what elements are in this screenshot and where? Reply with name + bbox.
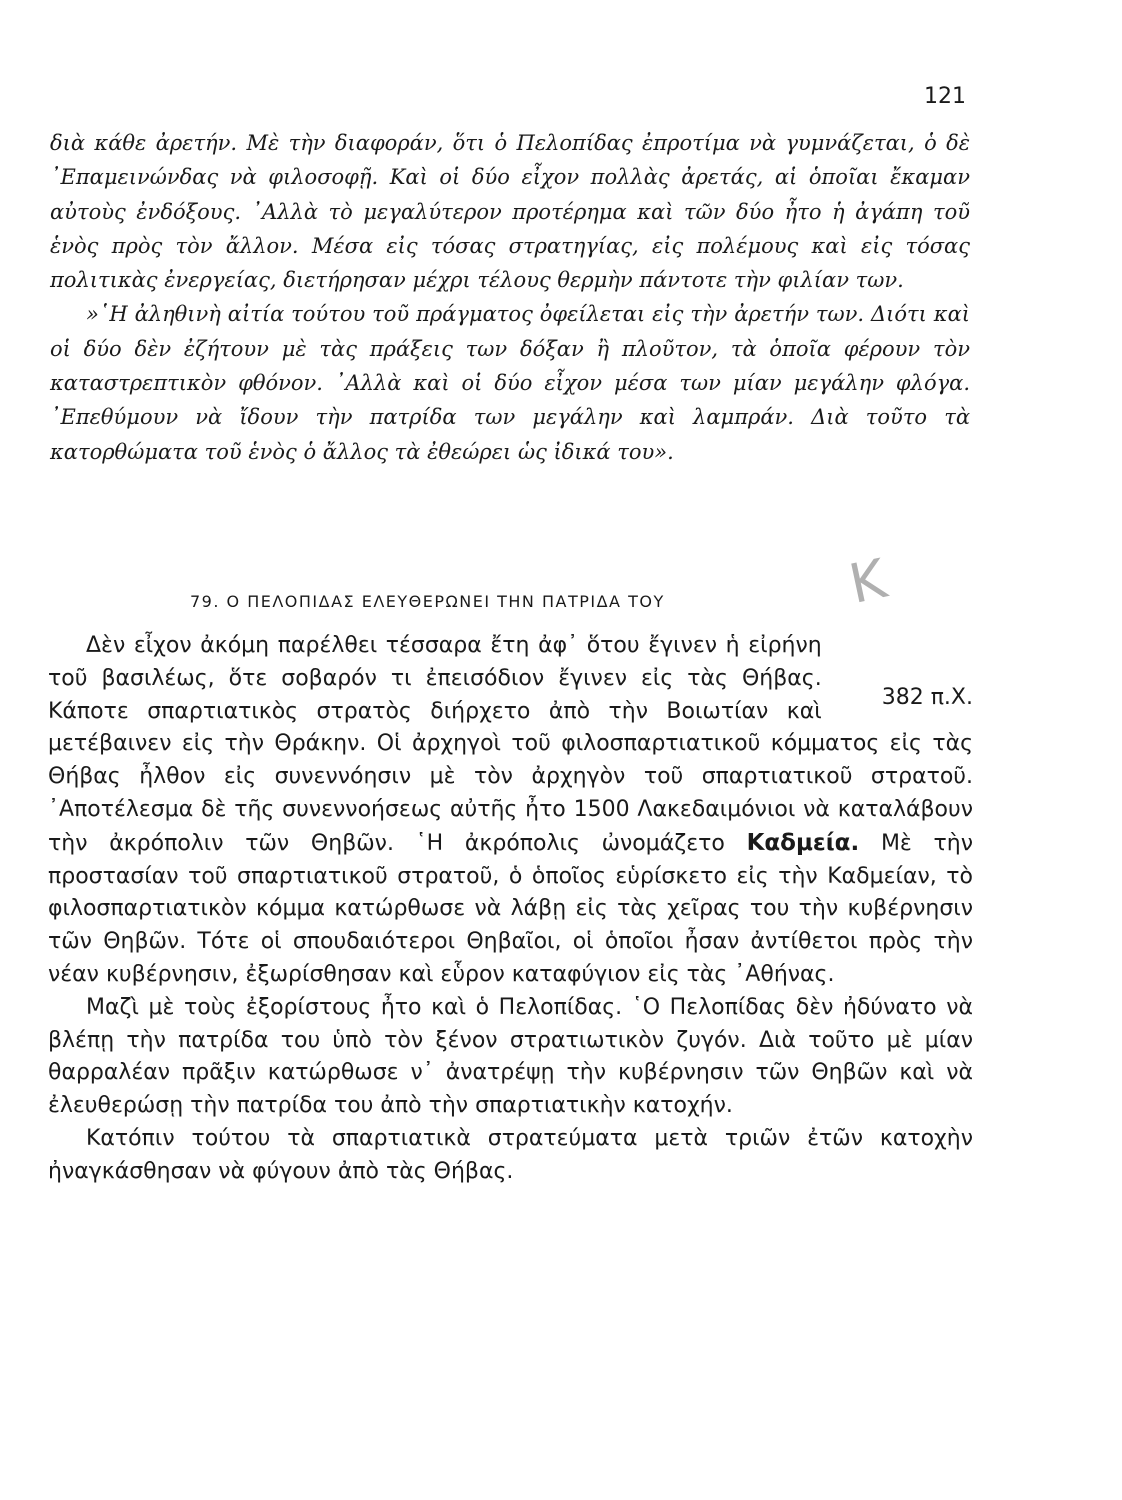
intro-paragraph: διὰ κάθε ἀρετήν. Μὲ τὴν διαφοράν, ὅτι ὁ Πελοπίδας ἐπροτίμα νὰ γυμνάζεται, ὁ δὲ ᾿Επαμεινώνδας νὰ φιλοσοφῇ. Καὶ οἱ δύο εἶχον πολλὰς ἀρετάς, αἱ ὁποῖαι ἔκαμαν αὐτοὺς ἐνδόξους. ᾿Αλλὰ τὸ μεγαλύτερον προτέρημα καὶ τῶν δύο ἦτο ἡ ἀγάπη τοῦ ἑνὸς πρὸς τὸν ἄλλον. Μέσα εἰς τόσας στρατηγίας, εἰς πολέμους καὶ εἰς τόσας πολιτικὰς ἐνεργείας, διετήρησαν μέχρι τέλους θερμὴν πάντοτε τὴν φιλίαν των. (50, 131, 970, 293)
page-number: 121 (924, 84, 966, 109)
intro-quote-paragraph: »῾Η ἀληθινὴ αἰτία τούτου τοῦ πράγματος ὀφείλεται εἰς τὴν ἀρετήν των. Διότι καὶ οἱ δύο δὲν ἐζήτουν μὲ τὰς πράξεις των δόξαν ἢ πλοῦτον, τὰ ὁποῖα φέρουν τὸν καταστρεπτικὸν φθόνον. ᾿Αλλὰ καὶ οἱ δύο εἶχον μέσα των μίαν μεγάλην φλόγα. ᾿Επεθύμουν νὰ ἴδουν τὴν πατρίδα των μεγάλην καὶ λαμπράν. Διὰ τοῦτο τὰ κατορθώματα τοῦ ἑνὸς ὁ ἄλλος τὰ ἐθεώρει ὡς ἰδικά του». (50, 302, 970, 464)
margin-date-note: 382 π.Χ. (881, 685, 973, 710)
bold-term: Καδμεία. (746, 829, 860, 856)
body-text: Δὲν εἶχον ἀκόμη παρέλθει τέσσαρα ἔτη ἀφ᾿ ὅτου ἔγινεν ἡ εἰρήνη τοῦ βασιλέως, ὅτε σοβαρόν τι ἐπεισόδιον ἔγινεν εἰς τὰς Θήβας. Κάποτε σπαρτιατικὸς στρατὸς διήρχετο ἀπὸ τὴν Βοιωτίαν καὶ μετέβαινεν εἰς τὴν Θράκην. Οἱ ἀρχηγοὶ τοῦ φιλοσπαρτιατικοῦ κόμματος εἰς τὰς Θήβας ἦλθον εἰς συνεννόησιν μὲ τὸν ἀρχηγὸν τοῦ σπαρτιατικοῦ στρατοῦ. ᾿Αποτέλεσμα δὲ τῆς συνεννοήσεως αὐτῆς ἦτο 1500 Λακεδαιμόνιοι νὰ καταλάβουν τὴν ἀκρόπολιν τῶν Θηβῶν. ῾Η ἀκρόπολις ὠνομάζετο (48, 633, 973, 856)
intro-text (50, 126, 970, 469)
body-paragraph: Κατόπιν τούτου τὰ σπαρτιατικὰ στρατεύματα μετὰ τριῶν ἐτῶν κατοχὴν ἠναγκάσθησαν νὰ φύγουν ἀπὸ τὰς Θήβας. (48, 1125, 973, 1184)
body-paragraph: Μαζὶ μὲ τοὺς ἐξορίστους ἦτο καὶ ὁ Πελοπίδας. ῾Ο Πελοπίδας δὲν ἠδύνατο νὰ βλέπῃ τὴν πατρίδα του ὑπὸ τὸν ξένον στρατιωτικὸν ζυγόν. Διὰ τοῦτο μὲ μίαν θαρραλέαν πρᾶξιν κατώρθωσε ν᾿ ἀνατρέψῃ τὴν κυβέρνησιν τῶν Θηβῶν καὶ νὰ ἐλευθερώσῃ τὴν πατρίδα του ἀπὸ τὴν σπαρτιατικὴν κατοχήν. (48, 994, 973, 1119)
body-text: Μὲ τὴν προστασίαν τοῦ σπαρτιατικοῦ στρατοῦ, ὁ ὁποῖος εὑρίσκετο εἰς τὴν Καδμείαν, τὸ φιλοσπαρτιατικὸν κόμμα κατώρθωσε νὰ λάβῃ εἰς τὰς χεῖρας του τὴν κυβέρνησιν τῶν Θηβῶν. Τότε οἱ σπουδαιότεροι Θηβαῖοι, οἱ ὁποῖοι ἦσαν ἀντίθετοι πρὸς τὴν νέαν κυβέρνησιν, ἐξωρίσθησαν καὶ εὗρον καταφύγιον εἰς τὰς ᾿Αθήνας. (48, 830, 974, 987)
section-heading: 79. Ο ΠΕΛΟΠΙΔΑΣ ΕΛΕΥΘΕΡΩΝΕΙ ΤΗΝ ΠΑΤΡΙΔΑ ΤΟΥ (190, 592, 665, 611)
body-paragraph (48, 630, 973, 992)
section-body (48, 630, 973, 1189)
handwritten-mark: K (843, 547, 892, 616)
